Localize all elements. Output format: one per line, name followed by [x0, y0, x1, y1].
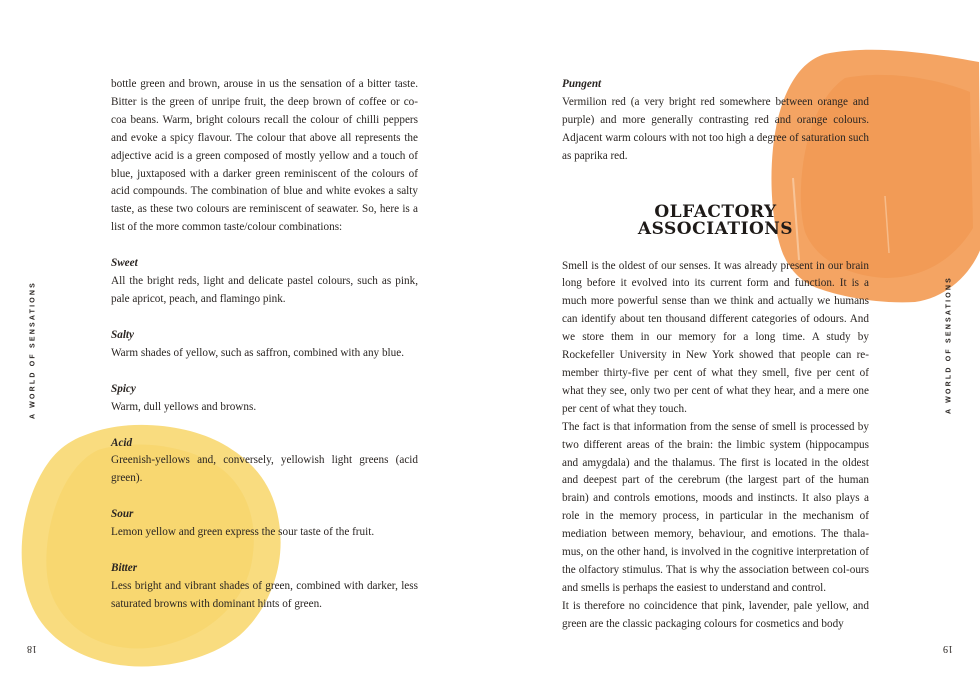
taste-label: Salty: [111, 328, 134, 341]
running-title-left: A WORLD OF SENSATIONS: [29, 281, 37, 419]
taste-label: Sour: [111, 508, 134, 521]
taste-description: Warm, dull yellows and browns.: [111, 400, 257, 413]
section-heading: [562, 201, 869, 239]
page-number-right: 19: [943, 643, 953, 654]
body-paragraph-2: The fact is that information from the sense of smell is processed by two different areas of the brain: the limbic system (hippocampus and amygdala) and the thalamus. The first is located in the oldest and deepest part of the cerebrum (the largest part of the human brain) and controls emotions, moods and instincts. It also plays a role in the memory process, in particular in the mechanism of mediation between memory, behaviour, and emotions. The thala-mus, on the other hand, is involved in the cognitive interpretation of the olfactory stimulus. That is why the association between col-ours and smells is perhaps the easiest to understand and control.: [562, 420, 869, 594]
taste-label: Sweet: [111, 257, 138, 270]
taste-label: Acid: [111, 436, 133, 449]
taste-description: Warm shades of yellow, such as saffron, combined with any blue.: [111, 346, 405, 359]
taste-acid: [111, 435, 418, 489]
taste-sour: [111, 506, 418, 542]
taste-sweet: [111, 255, 418, 309]
heading-line-1: OLFACTORY: [654, 201, 777, 222]
body-paragraph-3: It is therefore no coincidence that pink, lavender, pale yellow, and green are the classic packaging colours for cosmetics and body: [562, 599, 869, 630]
taste-label: Bitter: [111, 562, 138, 575]
taste-spicy: [111, 381, 418, 417]
heading-line-2: ASSOCIATIONS: [637, 218, 794, 239]
intro-paragraph: bottle green and brown, arouse in us the sensation of a bitter taste. Bitter is the green of unripe fruit, the deep brown of coffee or co-coa beans. Warm, bright colours recall the colour of chilli peppers and evoke a spicy flavour. The colour that above all represents the adjective acid is a green composed of mostly yellow and a touch of blue, juxtaposed with a darker green reminiscent of the colours of acid compounds. The combination of blue and white evokes a salty taste, as these two colours are reminiscent of seawater. So, here is a list of the more common taste/colour combinations:: [111, 78, 418, 234]
taste-label: Spicy: [111, 382, 136, 395]
taste-salty: [111, 327, 418, 363]
taste-description: Greenish-yellows and, conversely, yellowish light greens (acid green).: [111, 454, 418, 485]
taste-bitter: [111, 560, 418, 614]
right-page-text: [562, 76, 869, 634]
page-number-left: 18: [27, 643, 37, 654]
pungent-description: Vermilion red (a very bright red somewhere between orange and purple) and more generally contrasting red and orange colours. Adjacent warm colours with not too high a degree of saturation such as paprika red.: [562, 95, 869, 162]
left-page-text: [111, 76, 418, 614]
running-title-right: A WORLD OF SENSATIONS: [945, 276, 953, 414]
taste-description: Less bright and vibrant shades of green, combined with darker, less saturated browns with dominant hints of green.: [111, 579, 418, 610]
pungent-label: Pungent: [562, 78, 602, 90]
taste-description: All the bright reds, light and delicate pastel colours, such as pink, pale apricot, peach, and flamingo pink.: [111, 275, 418, 305]
taste-description: Lemon yellow and green express the sour taste of the fruit.: [111, 526, 375, 539]
body-paragraph-1: Smell is the oldest of our senses. It was already present in our brain long before it evolved into its current form and function. It is a much more powerful sense than we think and actually we humans can identify about ten thousand different categories of odours. And we store them in our memory for a long time. A study by Rockefeller University in New York showed that people can re-member thirty-five per cent of what they smell, five per cent of what they see, only two per cent of what they hear, and a mere one per cent of what they touch.: [562, 259, 869, 415]
